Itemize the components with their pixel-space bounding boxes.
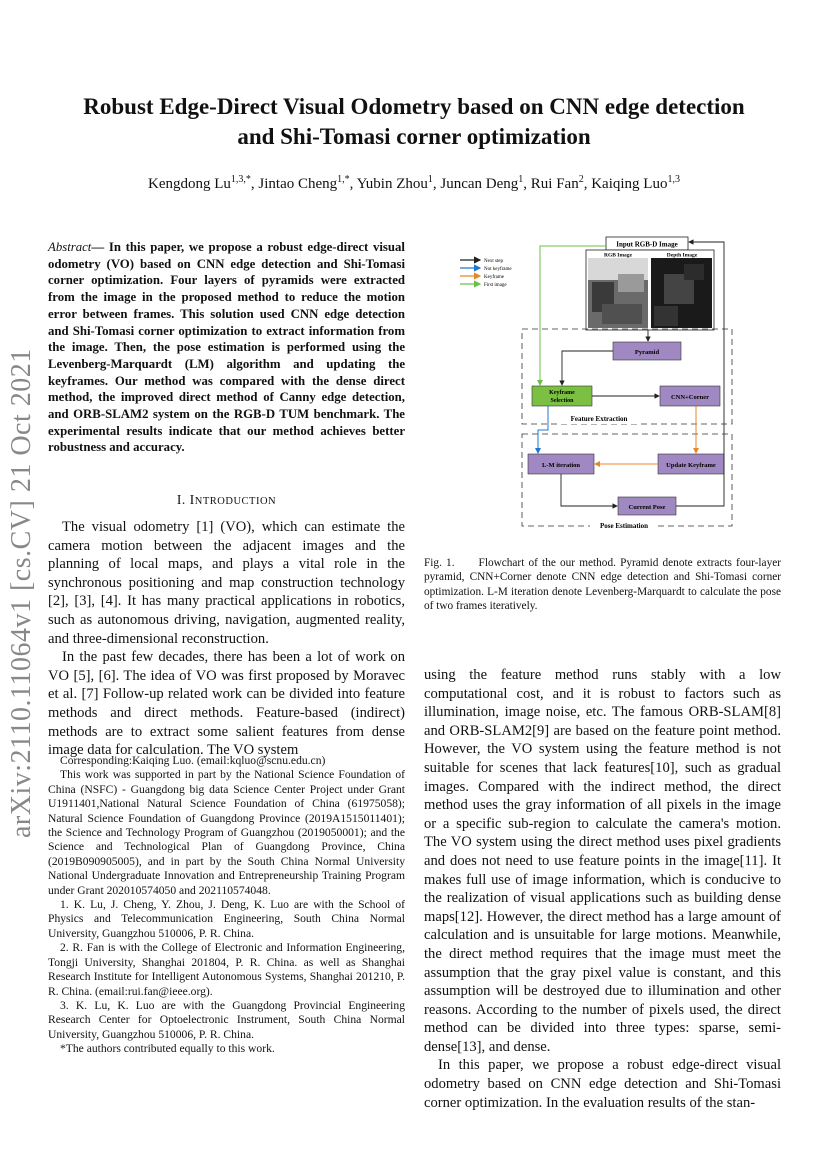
caption-text: Flowchart of the our method. Pyramid denote extracts four-layer pyramid, CNN+Corner denote CNN edge detection and Shi-Tomasi corner optimization. L-M iteration denote Levenberg-Marquardt to calculate the pose of two frames iteratively. — [424, 557, 781, 613]
author-list — [40, 174, 788, 193]
legend-keyframe: Keyframe — [484, 275, 504, 280]
right-paragraph-1: using the feature method runs stably with a low computational cost, and it is robust to factors such as illumination, image noise, etc. The famous ORB-SLAM[8] and ORB-SLAM2[9] are based on the feature point method. However, the VO system using the feature method is not suitable for scenes that lack features[10], such as gradual images. Compared with the indirect method, the direct method uses the gray information of all pixels in the image or a specific sub-region to calculate the camera's motion. The VO system using the direct method uses pixel gradients and does not need to use feature points in the image[11]. It makes full use of image information, which is conducive to the realization of visual applications such as building dense maps[12]. However, the direct method has a large amount of calculation and is unsuitable for large motions. Meanwhile, the direct method requires that the image must meet the assumption that the gray pixel value is constant, and this assumption will be destroyed due to illumination and other reasons. According to the number of pixels used, the direct method can be divided into three types: sparse, semi-dense[13], and dense. — [424, 667, 781, 1055]
footnote: *The authors contributed equally to this work. — [60, 1042, 275, 1056]
update-keyframe-label: Update Keyframe — [666, 462, 716, 469]
title-line-2: and Shi-Tomasi corner optimization — [237, 124, 591, 149]
section-heading — [48, 492, 405, 509]
footnote: 3. K. Lu, K. Luo are with the Guangdong Provincial Engineering Research Center for Optoelectronic Instrument, South China Normal University, Guangzhou 510006, P. R. China. — [48, 998, 405, 1041]
footnotes — [48, 754, 405, 1057]
depth-image — [651, 258, 712, 328]
abstract-label: Abstract — [48, 240, 92, 254]
current-pose-label: Current Pose — [628, 504, 666, 511]
footnote: Corresponding:Kaiqing Luo. (email:kqluo@scnu.edu.cn) — [60, 754, 326, 767]
footnote: 2. R. Fan is with the College of Electronic and Information Engineering, Tongji University, Shanghai 201804, P. R. China. as well as Shanghai Research Institute for Intelligent Autonomous Systems, Shanghai 201210, P. R. China. (email:rui.fan@ieee.org). — [48, 941, 405, 998]
figure-caption — [424, 556, 781, 614]
authors-text: Kengdong $Lu^{1,3,*}$, Jintao Cheng$^{1,*}$, Yubin Zhou$^1$, Juncan Deng$^1$, Rui Fan$^2$, Kaiqing Luo$^{1,3}$ — [148, 174, 680, 192]
legend-first-image: First image — [484, 283, 507, 288]
pose-estimation-label: Pose Estimation — [599, 522, 649, 530]
rgb-label: RGB Image — [604, 252, 632, 259]
footnote: This work was supported in part by the National Science Foundation of China (NSFC) - Guangdong big data Science Center Project under Grant U1911401,National Natural Science Foundation of China (61975058); Natural Science Foundation of Guangdong Province (2019A1515011401); the Science and Technology Program of Guangzhou (2019050001); and the Science and Technological Plan of Guangdong Province, China (2019B090905005), and in part by the South China Normal University National Undergraduate Innovation and Entrepreneurship Training Program under Grant 202010574050 and 202110574048. — [48, 768, 405, 897]
right-column-text — [424, 666, 781, 1112]
intro-paragraph-2: In the past few decades, there has been a lot of work on VO [5], [6]. The idea of VO was first proposed by Moravec et al. [7] Follow-up related work can be divided into feature methods and direct methods. Feature-based (indirect) methods are to extract some salient features from dense image data for calculation. The VO system — [48, 649, 405, 759]
abstract-text: — In this paper, we propose a robust edge-direct visual odometry (VO) based on CNN edge detection and Shi-Tomasi corner optimization. Four layers of pyramids were extracted from the image in the proposed method to reduce the motion error between frames. This solution used CNN edge detection and Shi-Tomasi corner optimization to extract information from the image. Then, the pose estimation is performed using the Levenberg-Marquardt (LM) algorithm and updating the keyframes. Our method was compared with the dense direct method, the improved direct method of Canny edge detection, and ORB-SLAM2 system on the RGB-D TUM benchmark. The experimental results indicate that our method achieves better robustness and accuracy. — [48, 240, 405, 455]
pyramid-label: Pyramid — [634, 349, 660, 356]
paper-title — [40, 92, 788, 152]
right-paragraph-2: In this paper, we propose a robust edge-direct visual odometry based on CNN edge detection and Shi-Tomasi corner optimization. In the evaluation results of the stan- — [424, 1057, 781, 1111]
legend-not-keyframe: Not keyframe — [484, 267, 512, 272]
keyframe-selection-label-1: Keyframe — [549, 390, 575, 396]
rgb-image — [588, 258, 648, 328]
arxiv-stamp: arXiv:2110.11064v1 [cs.CV] 21 Oct 2021 — [6, 348, 37, 838]
keyframe-selection-label-2: Selection — [550, 398, 574, 404]
feature-extraction-label: Feature Extraction — [570, 415, 628, 423]
input-label: Input RGB-D Image — [616, 240, 678, 249]
depth-label: Depth Image — [666, 252, 698, 259]
cnn-corner-label: CNN+Corner — [670, 394, 710, 401]
caption-label: Fig. 1. — [424, 557, 455, 569]
lm-iteration-label: L-M iteration — [541, 462, 581, 469]
intro-paragraph-1: The visual odometry [1] (VO), which can estimate the camera motion between the adjacent images and the planning of local maps, and plays a vital role in the synchronous positioning and map construction technology [2], [3], [4]. It has many practical applications in robotics, such as autonomous driving, navigation, augmented reality, and three-dimensional reconstruction. — [48, 519, 405, 647]
title-line-1: Robust Edge-Direct Visual Odometry based on CNN edge detection — [83, 94, 745, 119]
figure-legend — [460, 259, 512, 288]
section-heading-text: I. INTRODUCTION — [176, 492, 277, 508]
intro-text — [48, 518, 405, 760]
legend-next-step: Next step — [484, 259, 504, 264]
footnote: 1. K. Lu, J. Cheng, Y. Zhou, J. Deng, K. Luo are with the School of Physics and Telecommunication Engineering, South China Normal University, Guangzhou 510006, P. R. China. — [48, 898, 405, 940]
abstract — [48, 239, 405, 456]
flowchart-figure — [452, 234, 752, 534]
